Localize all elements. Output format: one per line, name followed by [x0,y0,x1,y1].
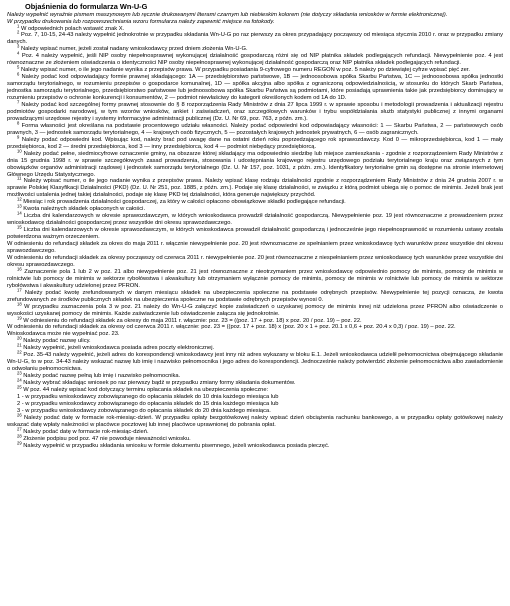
footnote-text: Należy podać odpowiedni kod. Wpisując kod, należy brać pod uwagę dane na ostatni dzień roku poprzedzającego rok sprawozdawczy. Kod 0 — mikroprzedsiębiorca, kod 1 — mały przedsiębiorca, kod 2 — średni przedsiębiorca, kod 3 — inny przedsiębiorca, kod 4 — podmiot niebędący przedsiębiorcą. [7,136,503,150]
footnote-item [7,178,503,199]
footnote-number: 18 [17,301,22,307]
footnote-number: 12 [17,196,22,202]
footnote-text: W odniesieniu do refundacji składek za okresy od czerwca 2011 r. włącznie: poz. 23 = ((poz. 17 + poz. 18) x (poz. 20 x 1 + poz. 20.1 x 0,6 + poz. 20.4 x 0,3) / poz. 19) – poz. 22. [7,324,456,331]
footnote-text: W poz. 44 należy wpisać kod dotyczący terminu opłacania składek na ubezpieczenia społeczne: [23,387,269,394]
footnote-item [7,349,503,373]
footnote-text: Kwota należnych składek opłaconych w całości. [23,206,146,213]
footnote-text: Należy podać kod szczególnej formy prawnej stosownie do § 8 rozporządzenia Rady Ministrów z dnia 27 lipca 1999 r. w sprawie sposobu i metodologii prowadzenia i aktualizacji rejestru podmiotów gospodarki narodowej, w tym wzorów wniosków, ankiet i zaświadczeń, oraz szczegółowych warunków i trybu współdziałania służb statystyki publicznej z innymi organami prowadzącymi urzędowe rejestry i systemy informacyjne administracji publicznej (Dz. U. Nr 69, poz. 763, z późn. zm.). [7,101,503,122]
footnote-text: Liczba dni kalendarzowych w okresie sprawozdawczym, w których wnioskodawca prowadził działalność gospodarczą. Niewypełnienie poz. 19 jest równoznaczne z prowadzeniem przez wnioskodawcę działalności gospodarczej przez wszystkie dni okresu sprawozdawczego. [7,213,503,227]
payment-code-option: 1 - w przypadku wnioskodawcy zobowiązanego do opłacania składek do 10 dnia każdego miesiąca lub [17,394,279,401]
footnote-text: Miesiąc i rok prowadzenia działalności gospodarczej, za który w całości opłacono obowiązkowe składki podlegające refundacji. [23,199,346,206]
footnote-item [7,254,503,272]
footnote-number: 13 [17,203,22,209]
intro-paragraph: Należy wypełnić wyraźnie pismem maszynowym lub ręcznie drukowanymi literami czarnym lub niebieskim kolorem (nie dotyczy składania wniosków w formie elektronicznej). [7,11,448,18]
footnote-text: Należy podać nazwę pełną lub imię i nazwisko pełnomocnika. [23,373,181,380]
footnote-item [7,50,503,67]
footnote-number: 21 [17,342,22,348]
payment-code-option: 2 - w przypadku wnioskodawcy zobowiązanego do opłacania składek do 15 dnia każdego miesiąca lub [17,400,279,407]
footnote-text: W odniesieniu do refundacji składek za okresy począwszy od czerwca 2011 r. niewypełnienie poz. 20 jest równoznaczne z niespełnianiem przez wnioskodawcę tych warunków przez wszystkie dni okresu sprawozdawczego. [7,254,503,268]
footnote-text: Poz. 7, 10-15, 24-43 należy wypełnić jednokrotnie w przypadku składania Wn-U-G po raz pierwszy za okres przypadający począwszy od miesiąca stycznia 2010 r. oraz w przypadku zmiany danych. [7,32,503,46]
footnote-text: Poz. 4 należy wypełnić, jeśli NIP osoby niepełnosprawnej wykonującej działalność gospodarczą różni się od NIP płatnika składek podlegających refundacji. Niewypełnienie poz. 4 jest równoznaczne ze złożeniem oświadczenia o identyczności NIP osoby niepełnosprawnej wykonującej działalność gospodarczą oraz NIP płatnika składek podlegających refundacji. [7,53,503,67]
footnote-number: 27 [17,426,22,432]
footnote-item [7,99,503,126]
footnote-number: 3 [17,43,20,49]
footnote-number: 6 [17,71,20,77]
footnote-number: 20 [17,336,22,341]
footnote-number: 16 [17,266,22,272]
footnote-number: 2 [17,30,20,36]
footnote-item [7,384,503,394]
footnote-text: Należy podać datę w formacie rok-miesiąc-dzień. [23,428,149,435]
footnote-number: 14 [17,210,22,216]
footnote-item [7,412,503,432]
footnote-text: Należy podać kod odpowiadający formie prawnej składającego: 1A — przedsiębiorstwo państwowe, 1B — jednoosobowa spółka Skarbu Państwa, 1C — jednoosobowa spółka jednostki samorządu terytorialnego, w rozumieniu przepisów o gospodarce komunalnej, 1D — spółka akcyjna albo spółka z ograniczoną odpowiedzialnością, w stosunku do których Skarb Państwa, jednostka samorządu terytorialnego, przedsiębiorstwo państwowe lub jednoosobowa spółka Skarbu Państwa są podmiotami, które posiadają uprawnienia takie jak przedsiębiorcy dominujący w rozumieniu przepisów o ochronie konkurencji i konsumentów, 2 — podmiot niewłaściwy do kategorii określonych kodem od 1A do 1D. [7,74,503,102]
footnote-text: Forma własności jest określana na podstawie procentowego udziału własności. Należy podać odpowiedni kod odpowiadający własności: 1 — Skarbu Państwa, 2 — państwowych osób prawnych, 3 — jednostek samorządu terytorialnego, 4 — krajowych osób fizycznych, 5 — pozostałych krajowych jednostek prywatnych, 6 — osób zagranicznych. [7,122,504,136]
footnote-item [7,440,503,450]
footnote-item [7,148,503,182]
footnote-number: 15 [17,224,22,230]
footnote-text: Poz. 35-43 należy wypełnić, jeżeli adres do korespondencji wnioskodawcy jest inny niż adres wykazany w bloku E.1. Jeżeli wnioskodawca udzielił pełnomocnictwa obejmującego składanie Wn-U-G, to w poz. 34-43 należy wskazać nazwę lub imię i nazwisko pełnomocnika i jego adres do korespondencji. Jednocześnie należy potwierdzić złożenie pełnomocnictwa albo zawiadomienie o odwołaniu pełnomocnictwa. [7,352,503,373]
footnote-number: 25 [17,384,22,390]
footnote-list-continued [7,412,503,450]
payment-code-list [7,394,503,418]
footnote-text: W odniesieniu do refundacji składek za okres do maja 2011 r. włącznie niewypełnienie poz. 20 jest równoznaczne ze spełnianiem przez wnioskodawcę tych warunków przez wszystkie dni okresu sprawozdawczego. [7,241,503,254]
page-title: Objaśnienia do formularza Wn-U-G [25,2,148,11]
footnote-number: 5 [17,64,20,70]
footnote-item [7,315,503,325]
footnote-number: 1 [17,23,20,29]
footnote-item [7,266,503,293]
footnote-item [7,120,504,140]
footnote-number: 10 [17,148,22,154]
footnote-number: 19 [17,315,22,321]
footnote-text: W przypadku zaznaczenia pola 3 w poz. 21 należy do Wn-U-G załączyć kopie zaświadczeń o uzyskanej pomocy de minimis innej niż udzielona przez PFRON albo oświadczenie o wysokości uzyskanej pomocy de minimis. Każde zaświadczenie lub oświadczenie załącza się jednokrotnie. [7,303,503,317]
footnote-text: Należy podać kwotę zrefundowanych w danym miesiącu składek na ubezpieczenia społeczne na podstawie odrębnych przepisów. Niewypełnienie tej pozycji oznacza, że kwota zrefundowanych ze środków publicznych składek na ubezpieczenia społeczne na podstawie odrębnych przepisów wynosi 0. [7,289,503,303]
footnote-list [7,23,504,395]
footnote-text: Należy podać pełne, siedmiocyfrowe oznaczenie gminy, na obszarze której składający ma odpowiednio siedzibę lub miejsce zamieszkania - zgodnie z rozporządzeniem Rady Ministrów z dnia 15 grudnia 1998 r. w sprawie szczegółowych zasad prowadzenia, stosowania i udostępniania krajowego rejestru urzędowego podziału terytorialnego kraju oraz związanych z tym obowiązków organów administracji rządowej i jednostek samorządu terytorialnego (Dz. U. Nr 157, poz. 1031, z późn. zm.). Identyfikatory terytorialne gmin są dostępne na stronie internetowej Głównego Urzędu Statystycznego. [7,150,503,178]
footnote-number: 17 [17,287,22,293]
footnote-text: Należy wybrać składając wniosek po raz pierwszy bądź w przypadku zmiany formy składania dokumentów. [23,380,296,387]
footnote-item [7,32,503,46]
footnote-text: W odniesieniu do refundacji składek za okresy do maja 2011 r. włącznie: poz. 23 = ((poz. 17 + poz. 18) x poz. 20 / poz. 19) – poz. 22. [23,317,362,324]
footnote-number: 28 [17,433,22,439]
footnote-number: 7 [17,99,20,105]
footnote-text: W odpowiednich polach wstawić znak X. [20,25,125,32]
footnote-text: Należy wypełnić, jeżeli wnioskodawca posiada adres poczty elektronicznej. [23,345,215,352]
footnote-text: Należy wpisać numer, jeżeli został nadany wnioskodawcy przed dniem złożenia Wn-U-G. [20,46,248,53]
footnote-text: Liczba dni kalendarzowych w okresie sprawozdawczym, w których wnioskodawca prowadził działalność gospodarczą i jednocześnie jego niepełnosprawność w rozumieniu ustawy została potwierdzona ważnym orzeczeniem. [7,227,503,241]
footnote-item [7,287,503,307]
footnote-text: Należy wypełnić w przypadku składania wniosku w formie dokumentu pisemnego, jeżeli wnioskodawca posiada pieczęć. [23,442,330,449]
footnote-text: Złożenie podpisu pod poz. 47 nie powoduje nieważności wniosku. [23,435,191,442]
footnote-number: 22 [17,349,22,355]
footnote-text: Wnioskodawca może nie wypełniać poz. 23. [7,331,120,338]
footnote-number: 11 [17,176,22,182]
footnote-item [7,210,503,227]
footnote-number: 4 [17,50,20,56]
footnote-number: 26 [17,412,22,418]
footnote-item [7,134,503,154]
intro-paragraph: W przypadku drukowania lub rozpowszechniania wzoru formularza należy zapewnić miejsce na fotokody. [7,18,275,25]
footnote-number: 24 [17,377,22,383]
footnote-number: 8 [17,120,20,126]
footnote-text: Należy wpisać numer, o ile jego nadanie wynika z przepisów prawa. W przypadku posiadania 9-cyfrowego numeru REGON w poz. 5 należy po dziewiątej cyfrze wpisać pięć zer. [20,67,470,74]
footnote-number: 29 [17,440,22,446]
footnote-item [7,71,503,102]
footnote-text: Należy wpisać numer, o ile jego nadanie wynika z przepisów prawa. Należy wpisać klasę rodzaju działalności zgodnie z rozporządzeniem Rady Ministrów z dnia 24 grudnia 2007 r. w sprawie Polskiej Klasyfikacji Działalności (PKD) (Dz. U. Nr 251, poz. 1885, z późn. zm.). Podaje się klasę działalności, w związku z którą podmiot ubiega się o pomoc de minimis. Jeżeli brak jest możliwości ustalenia jednej takiej działalności, podaje się klasę PKD tej działalności, która generuje największy przychód. [7,178,503,199]
footnote-text: Należy podać nazwę ulicy. [23,338,91,345]
footnote-text: Zaznaczenie pola 1 lub 2 w poz. 21 albo niewypełnienie poz. 21 jest równoznaczne z nieotrzymaniem przez wnioskodawcę odpowiednio pomocy de minimis, pomocy de minimis w rolnictwie lub pomocy de minimis w sektorze rybołówstwa i akwakultury lub otrzymaniem wyłącznie pomocy de minimis, pomocy de minimis w rolnictwie lub pomocy de minimis w sektorze rybołówstwa i akwakultury udzielonej przez PFRON. [7,268,503,289]
footnote-item [7,324,503,331]
footnote-item [7,241,503,255]
payment-code-option: 3 - w przypadku wnioskodawcy zobowiązanego do opłacania składek do 20 dnia każdego miesiąca. [17,407,271,414]
footnote-text: Należy podać datę w formacie rok-miesiąc-dzień. W przypadku opłaty bezgotówkowej należy wpisać dzień obciążenia rachunku bankowego, a w przypadku opłaty gotówkowej należy wskazać datę wpłaty należności w placówce pocztowej lub innej placówce uprawnionej do pobrania opłat. [7,414,503,428]
footnote-number: 9 [17,134,20,140]
footnote-item [7,224,503,241]
footnote-number: 23 [17,370,22,376]
